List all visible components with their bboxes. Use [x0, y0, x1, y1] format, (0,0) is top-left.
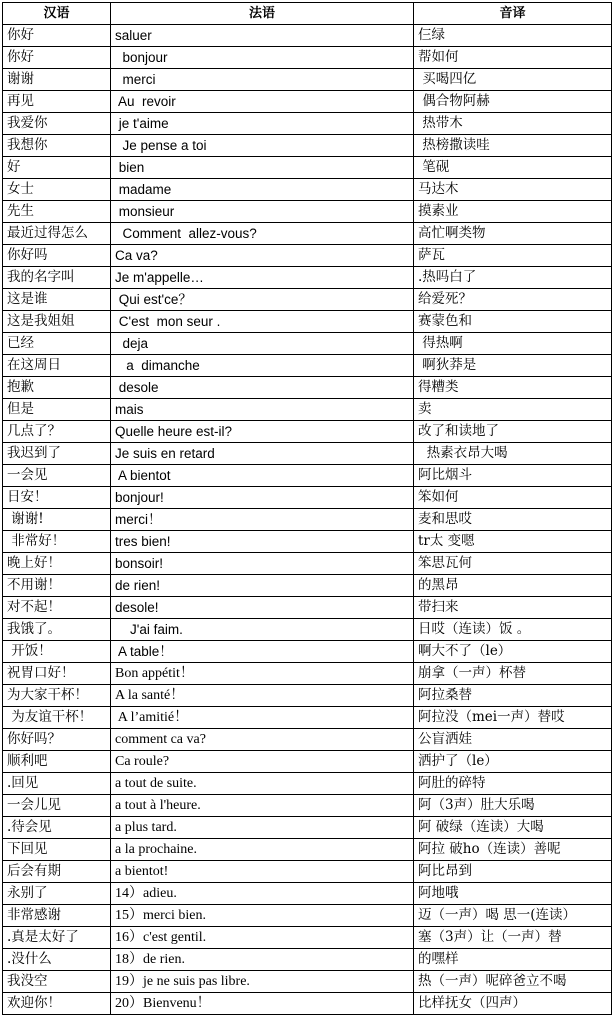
table-row [3, 157, 612, 179]
table-row [3, 465, 612, 487]
transliteration-cell: 改了和读地了 [414, 421, 612, 443]
transliteration-cell: 啊狄莽是 [414, 355, 612, 377]
table-row [3, 91, 612, 113]
french-cell: je t'aime [111, 113, 414, 135]
french-cell: Quelle heure est-il? [111, 421, 414, 443]
transliteration-cell: 笨思瓦何 [414, 553, 612, 575]
transliteration-cell: 日哎（连读）饭 。 [414, 619, 612, 641]
french-cell: bonjour [111, 47, 414, 69]
transliteration-cell: 带扫来 [414, 597, 612, 619]
french-cell: a la prochaine. [111, 839, 414, 861]
chinese-cell: .回见 [3, 773, 111, 795]
chinese-cell: .待会见 [3, 817, 111, 839]
french-cell: a tout de suite. [111, 773, 414, 795]
transliteration-cell: 麦和思哎 [414, 509, 612, 531]
chinese-cell: 顺利吧 [3, 751, 111, 773]
chinese-cell: 你好吗 [3, 245, 111, 267]
transliteration-cell: 马达木 [414, 179, 612, 201]
chinese-cell: .真是太好了 [3, 927, 111, 949]
table-row [3, 795, 612, 817]
french-cell: merci [111, 69, 414, 91]
table-row [3, 729, 612, 751]
french-cell: A la santé！ [111, 685, 414, 707]
transliteration-cell: 迈（一声）喝 思一(连读） [414, 905, 612, 927]
chinese-cell: 为大家干杯！ [3, 685, 111, 707]
chinese-cell: .没什么 [3, 949, 111, 971]
transliteration-cell: 阿拉桑替 [414, 685, 612, 707]
transliteration-cell: 买喝四亿 [414, 69, 612, 91]
transliteration-cell: 啊大不了（le） [414, 641, 612, 663]
french-cell: 20）Bienvenu！ [111, 993, 414, 1015]
french-cell: bonsoir! [111, 553, 414, 575]
chinese-cell: 先生 [3, 201, 111, 223]
chinese-cell: 一会儿见 [3, 795, 111, 817]
transliteration-cell: 阿地哦 [414, 883, 612, 905]
table-row [3, 245, 612, 267]
chinese-cell: 非常好！ [3, 531, 111, 553]
table-row [3, 839, 612, 861]
french-cell: C'est mon seur . [111, 311, 414, 333]
table-row [3, 223, 612, 245]
french-cell: tres bien! [111, 531, 414, 553]
table-row [3, 201, 612, 223]
table-row [3, 267, 612, 289]
table-row [3, 619, 612, 641]
table-row [3, 377, 612, 399]
french-cell: A l’amitié！ [111, 707, 414, 729]
chinese-cell: 女士 [3, 179, 111, 201]
table-row [3, 421, 612, 443]
table-row [3, 135, 612, 157]
chinese-cell: 再见 [3, 91, 111, 113]
transliteration-cell: 阿拉没（mei一声）替哎 [414, 707, 612, 729]
chinese-cell: 谢谢! [3, 509, 111, 531]
table-row [3, 47, 612, 69]
chinese-cell: 不用谢！ [3, 575, 111, 597]
transliteration-cell: 仨绿 [414, 25, 612, 47]
french-cell: 18）de rien. [111, 949, 414, 971]
table-row [3, 927, 612, 949]
chinese-cell: 下回见 [3, 839, 111, 861]
french-cell: Au revoir [111, 91, 414, 113]
table-row [3, 883, 612, 905]
french-cell: desole [111, 377, 414, 399]
chinese-cell: 我爱你 [3, 113, 111, 135]
table-row [3, 971, 612, 993]
french-cell: de rien! [111, 575, 414, 597]
chinese-cell: 但是 [3, 399, 111, 421]
transliteration-cell: 高忙啊类物 [414, 223, 612, 245]
chinese-cell: 我想你 [3, 135, 111, 157]
french-cell: monsieur [111, 201, 414, 223]
chinese-cell: 日安！ [3, 487, 111, 509]
table-row [3, 751, 612, 773]
table-row [3, 773, 612, 795]
chinese-cell: 一会见 [3, 465, 111, 487]
chinese-cell: 这是我姐姐 [3, 311, 111, 333]
chinese-cell: 永别了 [3, 883, 111, 905]
transliteration-cell: 塞（3声）让（一声）替 [414, 927, 612, 949]
chinese-cell: 已经 [3, 333, 111, 355]
transliteration-cell: 给爱死？ [414, 289, 612, 311]
transliteration-cell: 笔砚 [414, 157, 612, 179]
transliteration-cell: 热（一声）呢碎爸立不喝 [414, 971, 612, 993]
transliteration-cell: .热吗白了 [414, 267, 612, 289]
transliteration-cell: 的黑昂 [414, 575, 612, 597]
french-cell: deja [111, 333, 414, 355]
transliteration-cell: 得热啊 [414, 333, 612, 355]
french-cell: a bientot! [111, 861, 414, 883]
header-french: 法语 [111, 3, 414, 25]
chinese-cell: 最近过得怎么 [3, 223, 111, 245]
transliteration-cell: 阿比烟斗 [414, 465, 612, 487]
chinese-cell: 对不起！ [3, 597, 111, 619]
table-row [3, 993, 612, 1015]
chinese-cell: 抱歉 [3, 377, 111, 399]
french-cell: A bientot [111, 465, 414, 487]
chinese-cell: 非常感谢 [3, 905, 111, 927]
table-row [3, 685, 612, 707]
phrase-table [2, 2, 612, 1015]
transliteration-cell: 热榜撒读哇 [414, 135, 612, 157]
header-transliteration: 音译 [414, 3, 612, 25]
french-cell: 16）c'est gentil. [111, 927, 414, 949]
transliteration-cell: 阿比昂到 [414, 861, 612, 883]
table-row [3, 707, 612, 729]
table-row [3, 553, 612, 575]
french-cell: A table！ [111, 641, 414, 663]
french-cell: Qui est'ce？ [111, 289, 414, 311]
chinese-cell: 祝胃口好！ [3, 663, 111, 685]
table-row [3, 487, 612, 509]
french-cell: Ca va? [111, 245, 414, 267]
transliteration-cell: 偶合物阿赫 [414, 91, 612, 113]
french-cell: Comment allez-vous? [111, 223, 414, 245]
transliteration-cell: 洒护了（le） [414, 751, 612, 773]
table-row [3, 531, 612, 553]
chinese-cell: 我没空 [3, 971, 111, 993]
table-row [3, 949, 612, 971]
chinese-cell: 你好吗？ [3, 729, 111, 751]
table-row [3, 905, 612, 927]
french-cell: merci！ [111, 509, 414, 531]
chinese-cell: 好 [3, 157, 111, 179]
french-cell: Je suis en retard [111, 443, 414, 465]
chinese-cell: 为友谊干杯！ [3, 707, 111, 729]
french-cell: 19）je ne suis pas libre. [111, 971, 414, 993]
chinese-cell: 欢迎你！ [3, 993, 111, 1015]
french-cell: saluer [111, 25, 414, 47]
french-cell: a plus tard. [111, 817, 414, 839]
french-cell: madame [111, 179, 414, 201]
chinese-cell: 我的名字叫 [3, 267, 111, 289]
chinese-cell: 后会有期 [3, 861, 111, 883]
table-row [3, 443, 612, 465]
french-cell: 14）adieu. [111, 883, 414, 905]
table-row [3, 25, 612, 47]
transliteration-cell: 阿（3声）肚大乐喝 [414, 795, 612, 817]
chinese-cell: 我饿了。 [3, 619, 111, 641]
table-row [3, 333, 612, 355]
table-row [3, 861, 612, 883]
french-cell: J'ai faim. [111, 619, 414, 641]
chinese-cell: 开饭！ [3, 641, 111, 663]
transliteration-cell: 热素衣昂大喝 [414, 443, 612, 465]
table-row [3, 69, 612, 91]
transliteration-cell: 萨瓦 [414, 245, 612, 267]
transliteration-cell: 阿肚的碎特 [414, 773, 612, 795]
table-row [3, 399, 612, 421]
chinese-cell: 谢谢 [3, 69, 111, 91]
transliteration-cell: 的嘿样 [414, 949, 612, 971]
header-chinese: 汉语 [3, 3, 111, 25]
transliteration-cell: 阿 破绿（连读）大喝 [414, 817, 612, 839]
table-row [3, 663, 612, 685]
table-body [3, 25, 612, 1015]
header-row [3, 3, 612, 25]
chinese-cell: 你好 [3, 47, 111, 69]
table-row [3, 575, 612, 597]
transliteration-cell: 热带木 [414, 113, 612, 135]
table-row [3, 311, 612, 333]
table-row [3, 179, 612, 201]
transliteration-cell: tr太 变嗯 [414, 531, 612, 553]
transliteration-cell: 阿拉 破ho（连读）善呢 [414, 839, 612, 861]
french-cell: 15）merci bien. [111, 905, 414, 927]
french-cell: desole! [111, 597, 414, 619]
chinese-cell: 这是谁 [3, 289, 111, 311]
french-cell: Ca roule? [111, 751, 414, 773]
french-cell: bien [111, 157, 414, 179]
french-cell: bonjour! [111, 487, 414, 509]
transliteration-cell: 比样抚女（四声） [414, 993, 612, 1015]
table-row [3, 597, 612, 619]
french-cell: comment ca va? [111, 729, 414, 751]
table-row [3, 113, 612, 135]
table-row [3, 509, 612, 531]
transliteration-cell: 帮如何 [414, 47, 612, 69]
chinese-cell: 在这周日 [3, 355, 111, 377]
french-cell: a tout à l'heure. [111, 795, 414, 817]
transliteration-cell: 笨如何 [414, 487, 612, 509]
chinese-cell: 晚上好！ [3, 553, 111, 575]
chinese-cell: 我迟到了 [3, 443, 111, 465]
table-row [3, 817, 612, 839]
transliteration-cell: 崩拿（一声）杯替 [414, 663, 612, 685]
chinese-cell: 你好 [3, 25, 111, 47]
table-row [3, 355, 612, 377]
french-cell: Bon appétit！ [111, 663, 414, 685]
transliteration-cell: 摸素业 [414, 201, 612, 223]
transliteration-cell: 公盲洒娃 [414, 729, 612, 751]
transliteration-cell: 赛蒙色和 [414, 311, 612, 333]
table-row [3, 641, 612, 663]
french-cell: Je m'appelle… [111, 267, 414, 289]
french-cell: mais [111, 399, 414, 421]
french-cell: Je pense a toi [111, 135, 414, 157]
french-cell: a dimanche [111, 355, 414, 377]
transliteration-cell: 卖 [414, 399, 612, 421]
table-row [3, 289, 612, 311]
transliteration-cell: 得糟类 [414, 377, 612, 399]
chinese-cell: 几点了？ [3, 421, 111, 443]
